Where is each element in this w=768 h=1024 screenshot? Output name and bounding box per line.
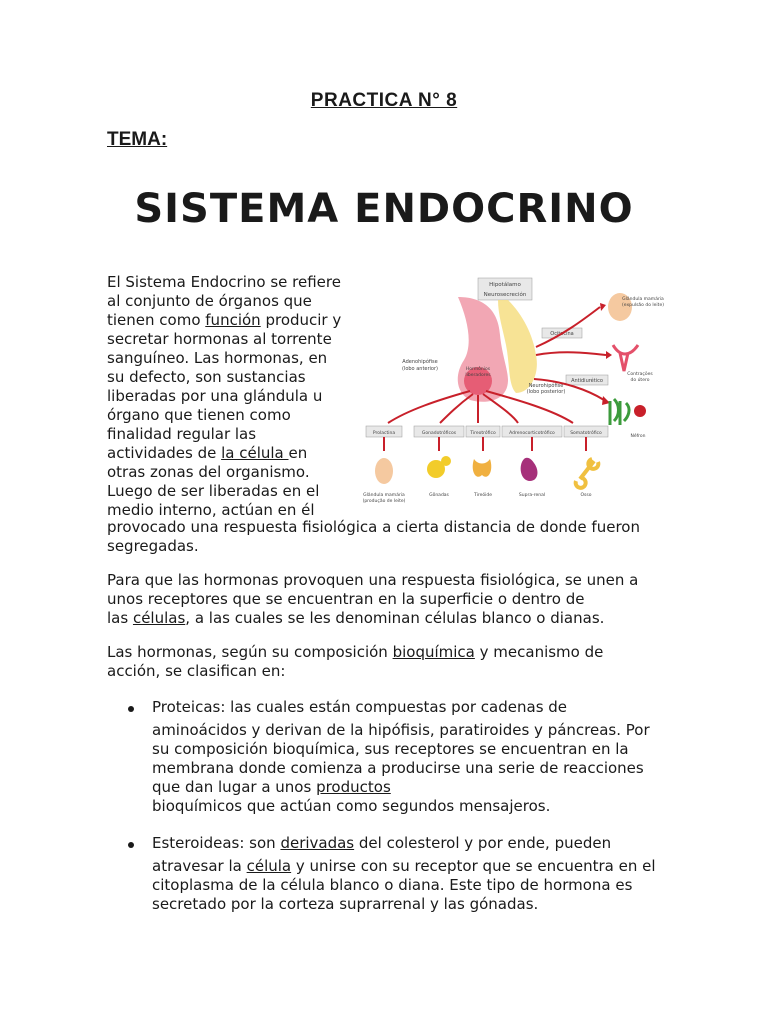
hormone-boxes-row	[366, 426, 608, 437]
text-span: y unirse con su receptor que se encuentra en el	[291, 857, 656, 875]
glandula-mamaria-top-label: Glândula mamária	[622, 297, 664, 302]
text-line: finalidad regular las	[107, 425, 257, 443]
text-line: provocado una respuesta fisiológica a cierta distancia de donde fueron	[107, 518, 640, 536]
text-line: El Sistema Endocrino se refiere	[107, 273, 341, 291]
glandula-mamaria-label: Glândula mamária	[363, 493, 405, 498]
prolactina-label: Prolactina	[372, 431, 396, 436]
gonadas-label: Gônadas	[429, 493, 449, 498]
text-span: las	[107, 609, 133, 627]
text-line	[152, 857, 672, 876]
tireoide-label: Tireóide	[473, 493, 493, 498]
text-line: bioquímicos que actúan como segundos mensajeros.	[152, 797, 551, 815]
arrow-ocitocina-mama	[536, 307, 600, 347]
text-line: Para que las hormonas provoquen una respuesta fisiológica, se unen a	[107, 571, 639, 589]
producao-label: (produção de leite)	[362, 499, 406, 504]
text-line: segregadas.	[107, 537, 199, 555]
text-line: medio interno, actúan en él	[107, 501, 315, 519]
text-line: Luego de ser liberadas en el	[107, 482, 320, 500]
text-span: del colesterol y por ende, pueden	[354, 834, 612, 852]
osso-label: Osso	[580, 493, 592, 498]
gonadotroficos-label: Gonadotróficos	[421, 431, 457, 436]
text-span: producir y	[260, 311, 342, 329]
bullet-proteicas	[152, 698, 672, 816]
text-line	[107, 311, 357, 330]
lobo-posterior-label: (lobo posterior)	[526, 389, 566, 395]
text-line: secretar hormonas al torrente	[107, 330, 332, 348]
derivadas-link[interactable]: derivadas	[280, 834, 355, 852]
text-line: otras zonas del organismo.	[107, 463, 310, 481]
text-line: membrana donde comienza a producirse una serie de reacciones	[152, 759, 644, 777]
nefron-label: Néfron	[630, 434, 646, 439]
expulsao-label: (expulsão do leite)	[622, 303, 664, 308]
bullet-esteroideas	[152, 834, 672, 914]
text-line: Proteicas: las cuales están compuestas por cadenas de	[152, 698, 568, 716]
text-line: liberadas por una glándula u	[107, 387, 323, 405]
text-span: atravesar la	[152, 857, 247, 875]
antidiuretico-label: Antidiurético	[571, 378, 603, 384]
text-span: que dan lugar a unos	[152, 778, 317, 796]
intro-paragraph-continued	[107, 518, 667, 556]
adrenal-icon	[521, 458, 538, 481]
nefron-glomerulus-icon	[634, 405, 646, 417]
text-line: aminoácidos y derivan de la hipófisis, paratiroides y páncreas. Por	[152, 721, 650, 739]
lobo-anterior-label: (lobo anterior)	[401, 366, 439, 372]
text-line: citoplasma de la célula blanco o diana. Este tipo de hormona es	[152, 876, 633, 894]
la-celula-link[interactable]: la célula	[221, 444, 289, 462]
liberadores-label: liberadores	[465, 373, 491, 378]
hipotalamo-label: Hipotálamo	[489, 282, 521, 288]
bioquimica-link[interactable]: bioquímica	[392, 643, 475, 661]
productos-link[interactable]: productos	[316, 778, 391, 796]
receptors-paragraph	[107, 571, 667, 628]
text-line: su defecto, son sustancias	[107, 368, 306, 386]
bone-icon	[576, 459, 599, 488]
celulas-link[interactable]: células	[132, 609, 186, 627]
box-arrows	[384, 437, 586, 451]
tireotrofico-label: Tireotrófico	[470, 431, 496, 436]
text-span: actividades de	[107, 444, 222, 462]
adenohipofise-label: Adenohipófise	[402, 359, 438, 365]
supra-renal-label: Supra-renal	[518, 493, 546, 498]
nefron-icon	[610, 399, 629, 425]
text-line	[107, 643, 647, 662]
text-line	[152, 778, 672, 797]
somatotrofico-label: Somatotrófico	[570, 431, 602, 436]
hormonas-label: Hormônios	[465, 367, 491, 372]
arrow-head	[600, 303, 606, 311]
intro-paragraph	[107, 273, 357, 520]
celula-link[interactable]: célula	[246, 857, 292, 875]
text-line	[107, 609, 667, 628]
bullet-icon	[128, 706, 134, 712]
arrow-ocitocina-utero	[536, 352, 606, 355]
text-span: y mecanismo de	[474, 643, 604, 661]
contracoes-label: Contrações	[627, 372, 653, 377]
text-line: su composición bioquímica, sus receptores se encuentran en la	[152, 740, 629, 758]
arrow-head	[606, 351, 612, 359]
endocrine-diagram	[358, 275, 670, 510]
classification-paragraph	[107, 643, 647, 681]
neurohipofise-label: Neurohipófise	[528, 383, 564, 389]
uterus-icon	[613, 345, 638, 371]
text-span: Esteroideas: son	[152, 834, 281, 852]
ocitocina-label: Ocitocina	[550, 331, 574, 337]
page-title: SISTEMA ENDOCRINO	[134, 186, 634, 232]
text-line: unos receptores que se encuentran en la superficie o dentro de	[107, 590, 585, 608]
gonads-icon-small	[441, 456, 451, 466]
practice-heading: PRACTICA N° 8	[310, 90, 458, 111]
text-line: órgano que tienen como	[107, 406, 291, 424]
mammary-icon	[375, 458, 393, 484]
text-line	[152, 834, 672, 853]
text-span: , a las cuales se les denominan células blanco o dianas.	[185, 609, 605, 627]
text-line: secretado por la corteza suprarrenal y las gónadas.	[152, 895, 539, 913]
text-line: acción, se clasifican en:	[107, 662, 286, 680]
text-span: tienen como	[107, 311, 206, 329]
tema-heading: TEMA:	[107, 129, 168, 150]
bullet-icon	[128, 842, 134, 848]
text-span: Las hormonas, según su composición	[107, 643, 393, 661]
text-span: en	[288, 444, 308, 462]
text-line	[107, 444, 357, 463]
text-line: al conjunto de órganos que	[107, 292, 312, 310]
do-utero-label: do útero	[630, 378, 650, 383]
text-line: sanguíneo. Las hormonas, en	[107, 349, 328, 367]
adrenocorticotrofico-label: Adrenocorticotrófico	[509, 431, 555, 436]
neurosecrecion-label: Neurosecreción	[483, 292, 527, 298]
funcion-link[interactable]: función	[205, 311, 261, 329]
thyroid-icon	[473, 459, 492, 477]
